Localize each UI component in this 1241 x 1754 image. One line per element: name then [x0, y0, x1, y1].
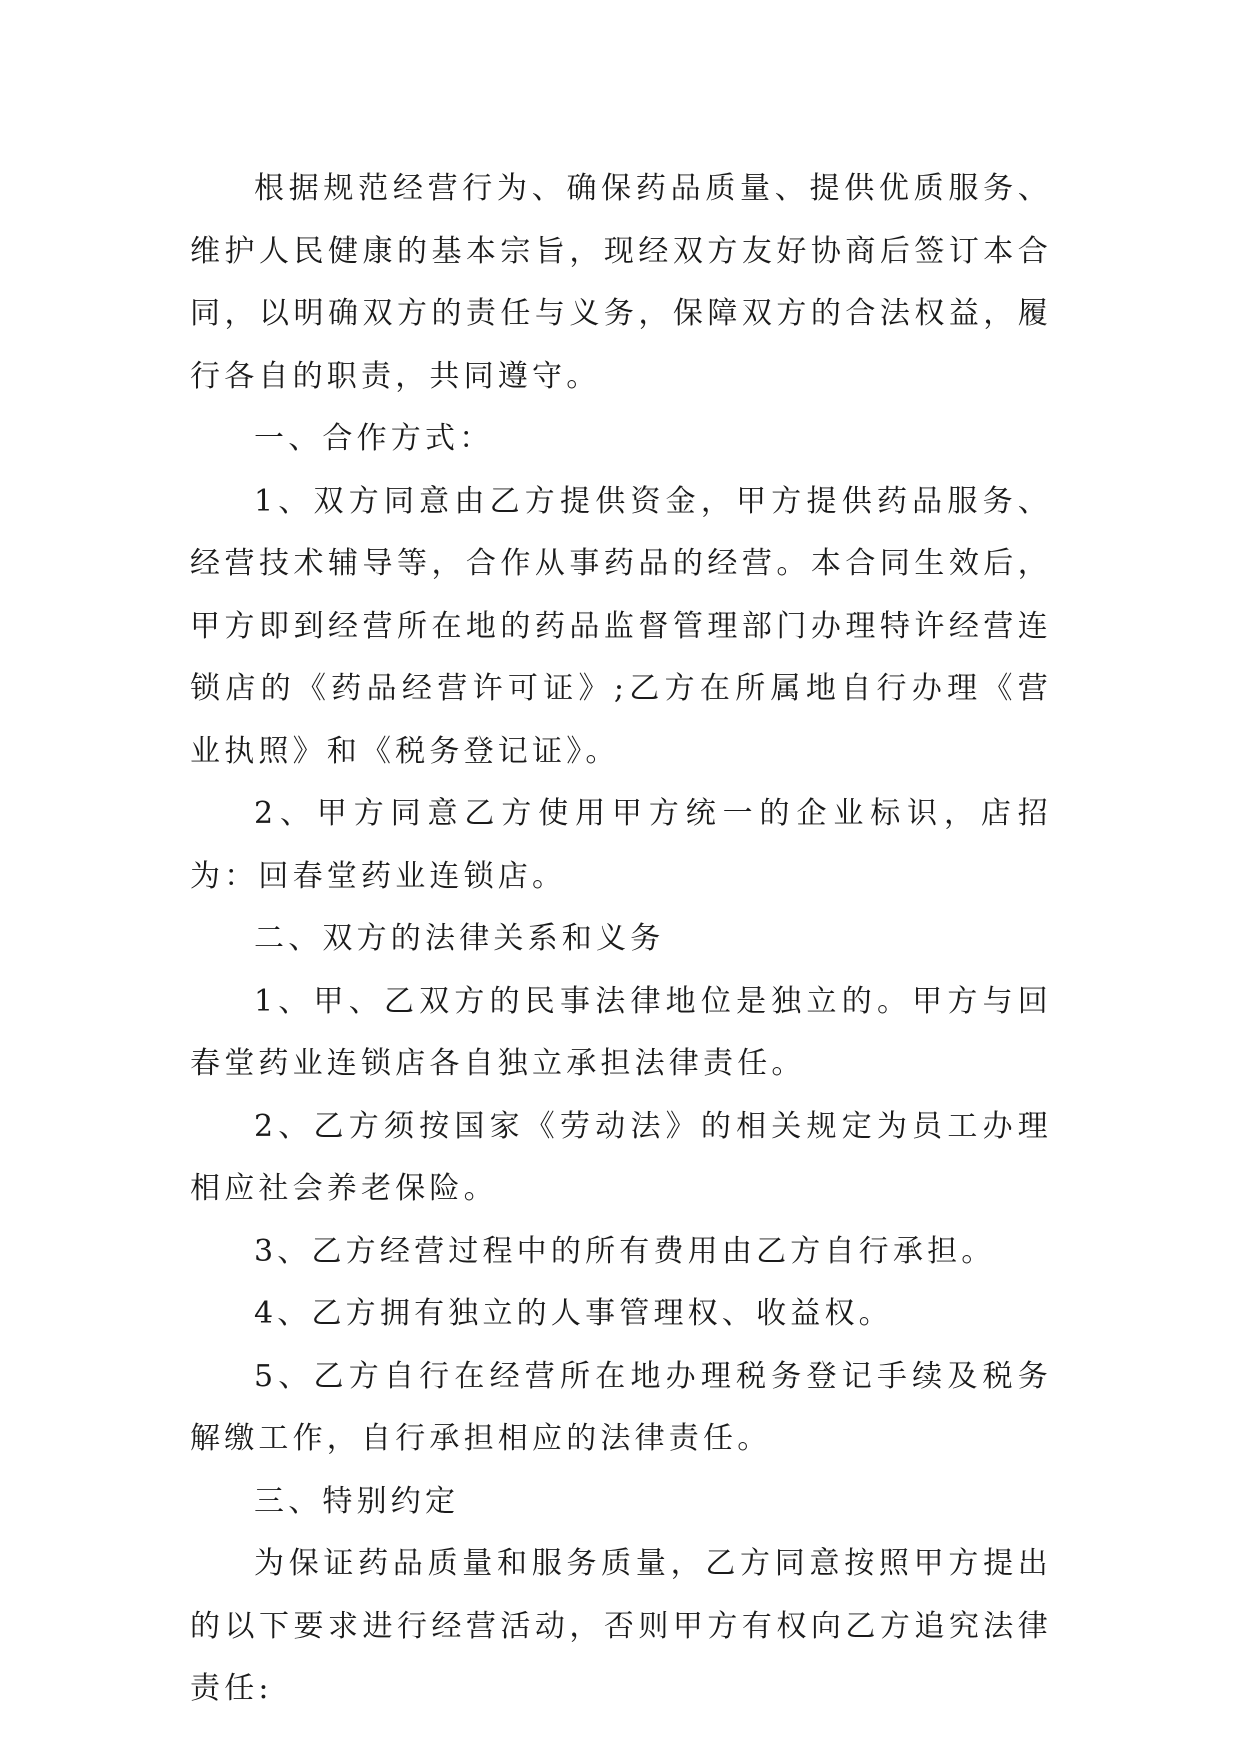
paragraph-clause-2-3: 3、乙方经营过程中的所有费用由乙方自行承担。: [254, 1233, 996, 1269]
paragraph-clause-2-5: 5、乙方自行在经营所在地办理税务登记手续及税务解缴工作，自行承担相应的法律责任。: [190, 1358, 1052, 1456]
paragraph-preamble: 根据规范经营行为、确保药品质量、提供优质服务、维护人民健康的基本宗旨，现经双方友好协商后签订本合同，以明确双方的责任与义务，保障双方的合法权益，履行各自的职责，共同遵守。: [190, 171, 1052, 394]
paragraph-clause-2-2: 2、乙方须按国家《劳动法》的相关规定为员工办理相应社会养老保险。: [190, 1108, 1052, 1206]
paragraph-clause-2-4: 4、乙方拥有独立的人事管理权、收益权。: [254, 1296, 893, 1331]
heading-legal-relationship: 二、双方的法律关系和义务: [254, 921, 665, 956]
heading-cooperation-mode: 一、合作方式：: [254, 421, 494, 456]
paragraph-clause-1-1: 1、双方同意由乙方提供资金，甲方提供药品服务、经营技术辅导等，合作从事药品的经营。本合同生效后，甲方即到经营所在地的药品监督管理部门办理特许经营连锁店的《药品经营许可证》;乙方在所属地自行办理《营业执照》和《税务登记证》。: [190, 483, 1052, 769]
paragraph-special-agreement: 为保证药品质量和服务质量，乙方同意按照甲方提出的以下要求进行经营活动，否则甲方有权向乙方追究法律责任:: [190, 1546, 1052, 1706]
paragraph-clause-1-2: 2、甲方同意乙方使用甲方统一的企业标识，店招为：回春堂药业连锁店。: [190, 796, 1052, 894]
heading-special-agreement: 三、特别约定: [254, 1483, 460, 1519]
paragraph-clause-2-1: 1、甲、乙双方的民事法律地位是独立的。甲方与回春堂药业连锁店各自独立承担法律责任。: [190, 983, 1052, 1081]
contract-body: [190, 158, 1052, 1721]
